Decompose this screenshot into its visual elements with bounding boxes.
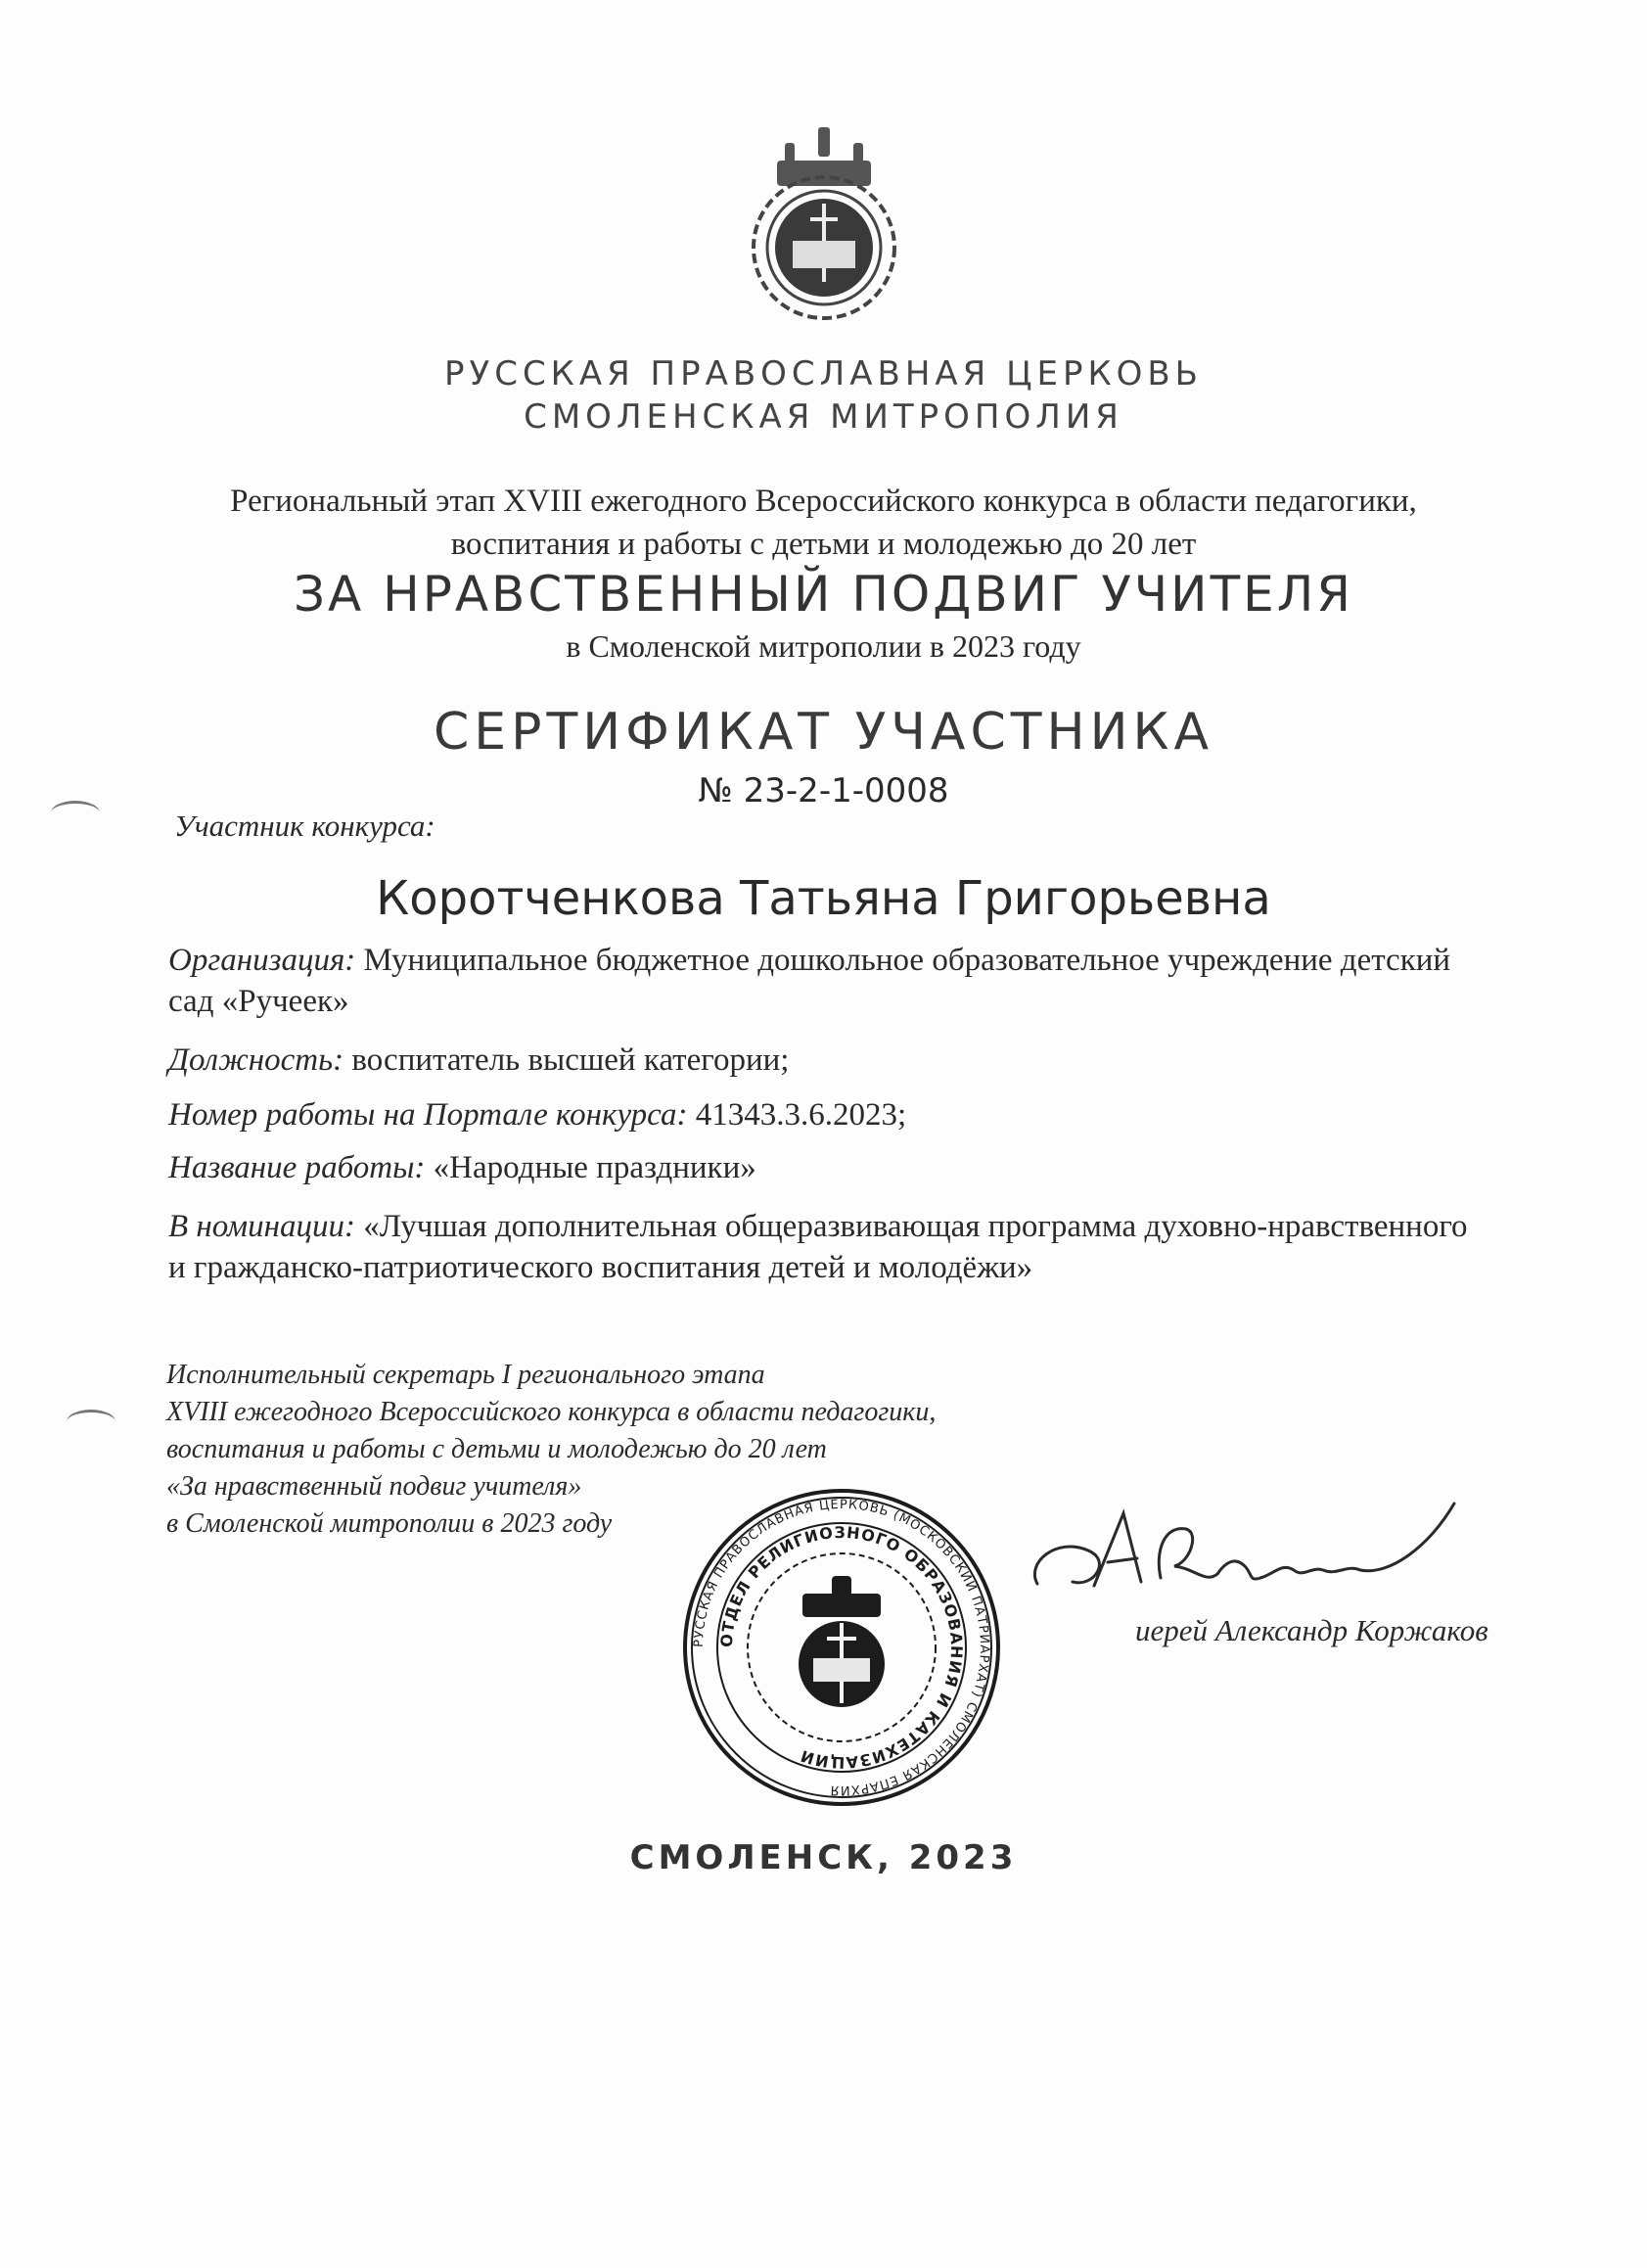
organization-value: Муниципальное бюджетное дошкольное образовательное учреждение детский сад «Ручеек» <box>168 943 1451 1019</box>
certificate-number: № 23-2-1-0008 <box>698 771 949 810</box>
secretary-line: воспитания и работы с детьми и молодежью до 20 лет <box>166 1434 827 1464</box>
signer-name: иерей Александр Коржаков <box>1135 1613 1488 1647</box>
certificate-title: СЕРТИФИКАТ УЧАСТНИКА <box>433 703 1214 762</box>
signature <box>1018 1468 1468 1625</box>
official-stamp <box>680 1486 1003 1809</box>
organization-label: Организация: <box>168 943 356 978</box>
secretary-line: XVIII ежегодного Всероссийского конкурса в области педагогики, <box>166 1397 937 1427</box>
organization-field <box>168 940 1480 1022</box>
position-field <box>168 1040 1480 1081</box>
stamp-inner-text: ОТДЕЛ РЕЛИГИОЗНОГО ОБРАЗОВАНИЯ И КАТЕХИЗАЦИИ <box>716 1522 967 1773</box>
work-number-field <box>168 1094 1480 1135</box>
footer-city-year: СМОЛЕНСК, 2023 <box>629 1838 1018 1877</box>
punch-hole-mark <box>67 1410 115 1434</box>
metropolis-heading: СМОЛЕНСКАЯ МИТРОПОЛИЯ <box>524 397 1123 437</box>
contest-stage-line1: Региональный этап XVIII ежегодного Всероссийского конкурса в области педагогики, <box>230 484 1417 519</box>
nomination-value: «Лучшая дополнительная общеразвивающая программа духовно-нравственного и гражданско-патриотического воспитания детей и молодёжи» <box>168 1209 1468 1285</box>
stamp-ring-text: РУССКАЯ ПРАВОСЛАВНАЯ ЦЕРКОВЬ (МОСКОВСКИЙ ПАТРИАРХАТ) СМОЛЕНСКАЯ ЕПАРХИЯ <box>691 1497 992 1798</box>
work-title-label: Название работы: <box>168 1150 426 1185</box>
work-number-label: Номер работы на Портале конкурса: <box>168 1097 688 1133</box>
secretary-line: «За нравственный подвиг учителя» <box>166 1471 582 1502</box>
contest-title: ЗА НРАВСТВЕННЫЙ ПОДВИГ УЧИТЕЛЯ <box>293 566 1354 623</box>
participant-label: Участник конкурса: <box>174 809 435 843</box>
position-label: Должность: <box>168 1042 344 1078</box>
punch-hole-mark <box>51 801 100 825</box>
participant-name: Коротченкова Татьяна Григорьевна <box>376 871 1271 926</box>
work-title-value: «Народные праздники» <box>425 1150 756 1185</box>
metropolis-emblem <box>746 125 902 321</box>
contest-stage-line2: воспитания и работы с детьми и молодежью до 20 лет <box>450 527 1197 562</box>
work-title-field <box>168 1147 1480 1188</box>
nomination-label: В номинации: <box>168 1209 355 1244</box>
work-number-value: 41343.3.6.2023; <box>687 1097 907 1133</box>
church-heading: РУССКАЯ ПРАВОСЛАВНАЯ ЦЕРКОВЬ <box>443 354 1204 393</box>
contest-year: в Смоленской митрополии в 2023 году <box>566 628 1081 664</box>
secretary-line: Исполнительный секретарь I регионального этапа <box>166 1360 765 1390</box>
position-value: воспитатель высшей категории; <box>343 1042 790 1078</box>
secretary-line: в Смоленской митрополии в 2023 году <box>166 1508 613 1539</box>
nomination-field <box>168 1206 1480 1288</box>
